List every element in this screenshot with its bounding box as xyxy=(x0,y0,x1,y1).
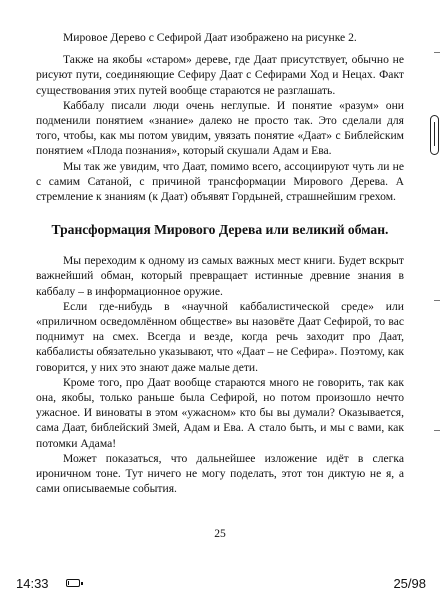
paragraph: Если где-нибудь в «научной каббалистической среде» или «приличном осведомлённом обществе» вы назовёте Даат Сефирой, то вас поднимут на смех. Всегда и везде, когда речь заходит про Даат, каббалисты обязательно указывают, что «Даат – не Сефира». Поэтому, как говорится, у них это знают даже малые дети. xyxy=(36,299,404,374)
chapter-heading: Трансформация Мирового Дерева или великий обман. xyxy=(51,222,389,238)
paragraph: Мы переходим к одному из самых важных мест книги. Будет вскрыт важнейший обман, который превращает истинные древние знания в каббалу – в информационное оружие. xyxy=(36,254,404,298)
edge-tick xyxy=(434,52,440,53)
paragraph: Мы так же увидим, что Даат, помимо всего, ассоциируют чуть ли не с самим Сатаной, с причиной трансформации Мирового Дерева. А стремление к знаниям (к Даат) объявят Гордыней, страшнейшим грехом. xyxy=(36,159,404,204)
page-turn-handle-icon[interactable] xyxy=(430,115,439,155)
battery-level xyxy=(68,581,69,585)
status-bar xyxy=(0,574,440,595)
page-number: 25 xyxy=(214,527,226,540)
edge-tick xyxy=(434,430,440,431)
paragraph: Кроме того, про Даат вообще стараются много не говорить, так как она, якобы, только раньше была Сефирой, но потом произошло нечто ужасное. И виноваты в этом «ужасном» кто бы вы думали? Оказывается, сама Даат, библейский Змей, Адам и Ева. А стало быть, и мы с вами, как потомки Адама! xyxy=(36,375,404,450)
reading-progress[interactable]: 25/98 xyxy=(393,576,426,591)
edge-tick xyxy=(434,300,440,301)
clock: 14:33 xyxy=(16,576,49,591)
paragraph: Каббалу писали люди очень неглупые. И понятие «разум» они подменили понятием «знание» далеко не просто так. Это сделали для того, чтобы, как мы потом увидим, увязать понятие «Даат» с Библейским понятием «Плода познания», который скушали Адам и Ева. xyxy=(36,98,404,158)
book-page xyxy=(36,30,404,496)
battery-icon xyxy=(66,579,80,587)
paragraph: Может показаться, что дальнейшее изложение идёт в слегка ироничном тоне. Тут ничего не могу поделать, этот тон диктую не я, а сами описываемые события. xyxy=(36,451,404,496)
paragraph: Мировое Дерево с Сефирой Даат изображено на рисунке 2. xyxy=(63,31,357,44)
paragraph: Также на якобы «старом» дереве, где Даат присутствует, обычно не рисуют пути, соединяющие Сефиру Даат с Сефирами Ход и Нецах. Факт существования этих путей вообще стараются не разглашать. xyxy=(36,53,404,97)
